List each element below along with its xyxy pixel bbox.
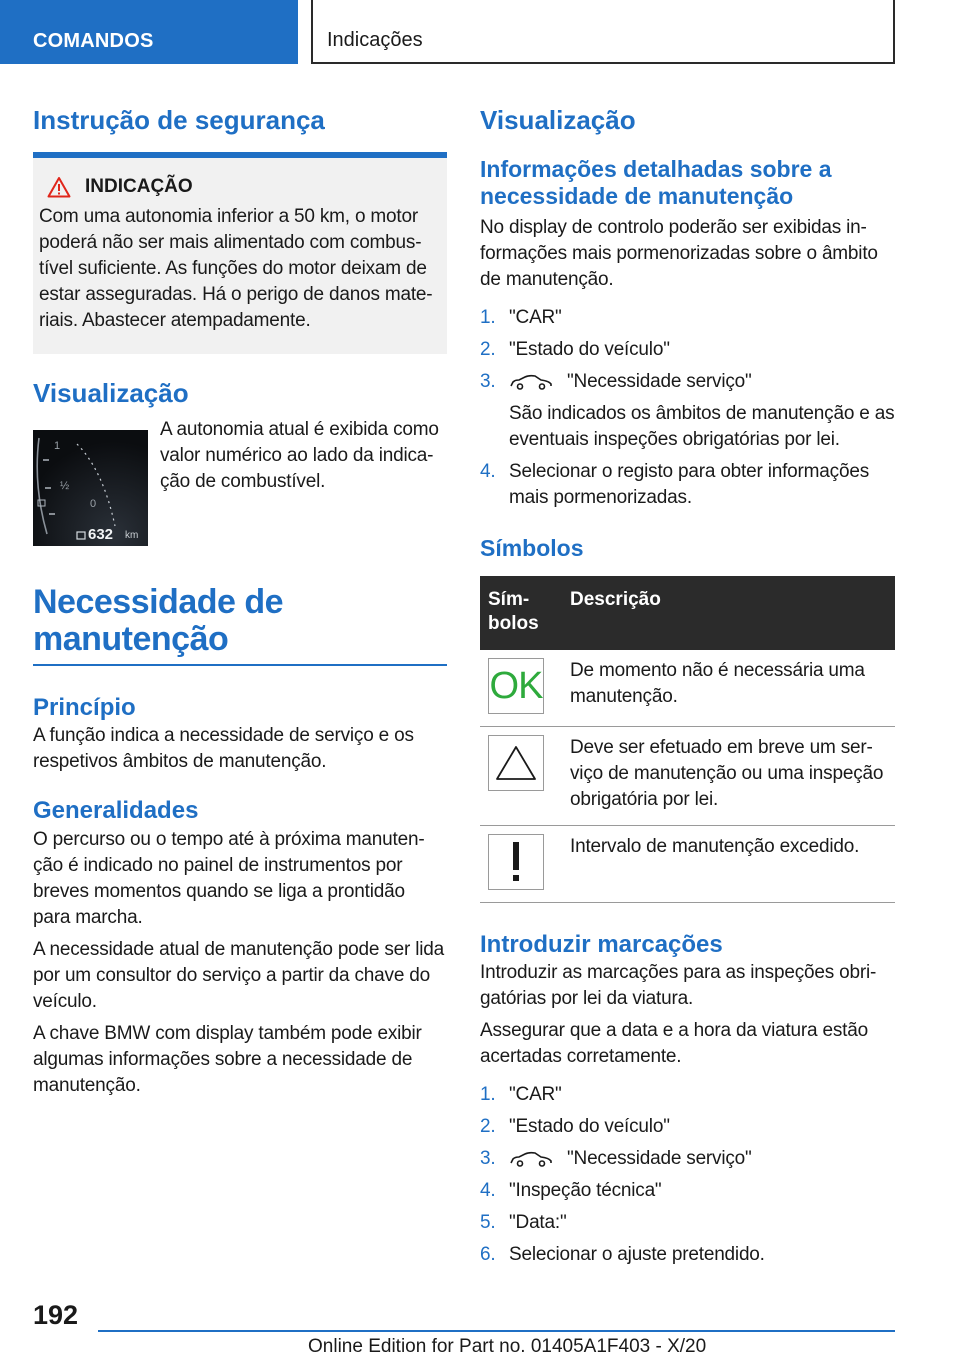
right-column xyxy=(480,100,895,1268)
fuel-gauge-image xyxy=(33,430,148,546)
car-icon xyxy=(509,374,553,390)
list-item: 6. Selecionar o ajuste pretendido. xyxy=(480,1244,765,1266)
warning-icon xyxy=(47,176,71,198)
detail-text: No display de controlo poderão ser exibidas informações mais pormenorizadas sobre o âmbito de manutenção. xyxy=(480,217,878,291)
notice-text: Com uma autonomia inferior a 50 km, o motor poderá não ser mais alimentado com combustível suficiente. As funções do motor deixam de estar asseguradas. Há o perigo de danos materiais. Abastecer atempadamente. xyxy=(39,206,433,332)
list-item: 4. "Inspeção técnica" xyxy=(480,1180,662,1202)
gauge-tick-0: 0 xyxy=(90,498,97,511)
section-tab: COMANDOS xyxy=(0,0,298,64)
table-row xyxy=(480,650,895,727)
service-rule xyxy=(33,664,447,666)
notice-header xyxy=(39,176,439,198)
list-item: 4. Selecionar o registo para obter informações mais pormenorizadas. xyxy=(480,461,869,509)
list-item: 5. "Data:" xyxy=(480,1212,567,1234)
display-heading-right: Visualização xyxy=(480,105,636,135)
display-heading-left: Visualização xyxy=(33,378,189,409)
general-text-1: O percurso ou o tempo até à próxima manutenção é indicado no painel de instrumentos por breves momentos quando se liga a prontidão para marcha. xyxy=(33,829,425,928)
service-heading: Necessidade de manutenção xyxy=(33,583,284,659)
principle-text: A função indica a necessidade de serviço e os respetivos âmbitos de manutenção. xyxy=(33,725,414,773)
left-column xyxy=(33,100,447,1099)
list-item: 1. "CAR" xyxy=(480,307,562,329)
range-value: 632 xyxy=(88,526,114,544)
row-desc: Deve ser efetuado em breve um serviço de manutenção ou uma inspeção obrigatória por lei. xyxy=(562,726,895,825)
list-item: 3. "Necessidade serviço" xyxy=(480,371,752,393)
general-text-2: A necessidade atual de manutenção pode ser lida por um consultor do serviço a partir da chave do veículo. xyxy=(33,939,445,1012)
symbols-heading: Símbolos xyxy=(480,535,584,562)
range-unit: km xyxy=(125,530,139,542)
display-text-left: A autonomia atual é exibida como valor numérico ao lado da indicação de combustível. xyxy=(160,419,439,493)
page-number: 192 xyxy=(33,1300,79,1330)
marks-text-1: Introduzir as marcações para as inspeções obrigatórias por lei da viatura. xyxy=(480,962,877,1010)
display-block xyxy=(33,417,447,546)
principle-heading: Princípio xyxy=(33,693,136,721)
col-description: Descrição xyxy=(562,576,895,650)
table-header xyxy=(480,576,895,650)
marks-heading: Introduzir marcações xyxy=(480,930,723,958)
marks-text-2: Assegurar que a data e a hora da viatura estão acertadas corretamente. xyxy=(480,1020,868,1068)
general-text-3: A chave BMW com display também pode exibir algumas informações sobre a necessidade de manutenção. xyxy=(33,1023,422,1096)
footer-edition: Online Edition for Part no. 01405A1F403 - X/20 xyxy=(308,1336,707,1357)
list-item: 2. "Estado do veículo" xyxy=(480,1116,670,1138)
gauge-tick-1: 1 xyxy=(54,440,61,453)
steps-list-2 xyxy=(480,1082,895,1268)
chapter-title: Indicações xyxy=(311,0,895,64)
table-row xyxy=(480,726,895,825)
ok-icon: OK xyxy=(488,658,544,714)
footer-rule xyxy=(98,1330,895,1332)
col-symbols: Símbolos xyxy=(480,576,562,650)
list-item: São indicados os âmbitos de manutenção e as eventuais inspeções obrigatórias por lei. xyxy=(509,403,895,451)
row-desc: De momento não é necessária uma manutenção. xyxy=(562,650,895,727)
car-icon xyxy=(509,1151,553,1167)
row-desc: Intervalo de manutenção excedido. xyxy=(562,825,895,902)
symbols-table xyxy=(480,576,895,903)
notice-title: INDICAÇÃO xyxy=(85,176,193,198)
exclamation-icon xyxy=(488,834,544,890)
list-item: 2. "Estado do veículo" xyxy=(480,339,670,361)
general-heading: Generalidades xyxy=(33,797,199,825)
detail-heading: Informações detalhadas sobre a necessidade de manutenção xyxy=(480,156,832,209)
safety-heading: Instrução de segurança xyxy=(33,105,325,135)
notice-box xyxy=(33,158,447,354)
table-row xyxy=(480,825,895,902)
list-item: 1. "CAR" xyxy=(480,1084,562,1106)
warning-triangle-icon xyxy=(488,735,544,791)
list-item: 3. "Necessidade serviço" xyxy=(480,1148,752,1170)
steps-list-1 xyxy=(480,305,895,511)
gauge-tick-half: ½ xyxy=(60,480,70,493)
